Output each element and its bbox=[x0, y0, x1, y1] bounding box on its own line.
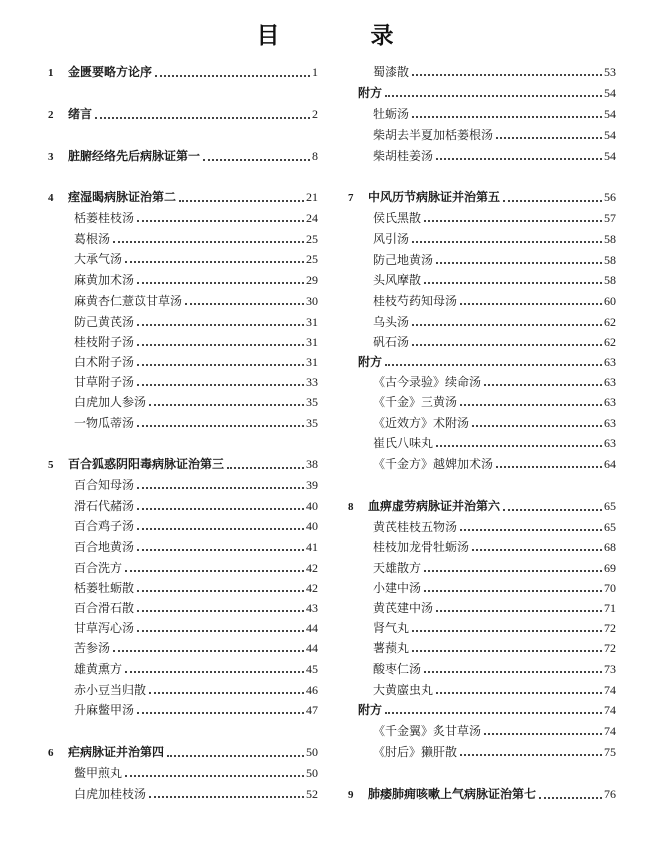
page-number: 63 bbox=[604, 355, 616, 369]
page-number: 60 bbox=[604, 294, 616, 308]
page-number: 56 bbox=[604, 190, 616, 204]
chapter-number: 7 bbox=[348, 192, 354, 204]
entry-title: 金匮要略方论序 bbox=[68, 65, 153, 79]
entry-title: 葛根汤 bbox=[74, 232, 111, 246]
leader-dots bbox=[137, 712, 304, 714]
leader-dots bbox=[137, 220, 304, 222]
page-number: 72 bbox=[604, 641, 616, 655]
toc-entry-item[interactable] bbox=[373, 106, 616, 122]
entry-title: 中风历节病脉证并治第五 bbox=[368, 190, 501, 204]
entry-title: 黄芪建中汤 bbox=[373, 601, 434, 615]
leader-dots bbox=[137, 487, 304, 489]
leader-dots bbox=[137, 344, 304, 346]
page-number: 72 bbox=[604, 621, 616, 635]
chapter-number: 3 bbox=[48, 151, 54, 163]
toc-entry-appendix[interactable] bbox=[358, 354, 616, 370]
entry-title: 侯氏黑散 bbox=[373, 211, 422, 225]
page-number: 54 bbox=[604, 107, 616, 121]
leader-dots bbox=[113, 241, 304, 243]
entry-title: 麻黄加术汤 bbox=[74, 273, 135, 287]
toc-entry-item[interactable] bbox=[74, 477, 318, 493]
page-number: 62 bbox=[604, 335, 616, 349]
toc-entry-chapter[interactable] bbox=[48, 744, 318, 761]
toc-entry-item[interactable] bbox=[373, 744, 616, 760]
leader-dots bbox=[385, 364, 602, 366]
leader-dots bbox=[137, 549, 304, 551]
page-number: 54 bbox=[604, 149, 616, 163]
entry-title: 苦参汤 bbox=[74, 641, 111, 655]
page-number: 45 bbox=[306, 662, 318, 676]
leader-dots bbox=[436, 445, 602, 447]
entry-title: 甘草附子汤 bbox=[74, 375, 135, 389]
leader-dots bbox=[227, 467, 304, 469]
toc-entry-item[interactable] bbox=[373, 334, 616, 350]
page-number: 42 bbox=[306, 561, 318, 575]
toc-entry-item[interactable] bbox=[373, 620, 616, 636]
leader-dots bbox=[137, 364, 304, 366]
page-number: 58 bbox=[604, 273, 616, 287]
entry-title: 崔氏八味丸 bbox=[373, 436, 434, 450]
entry-title: 《近效方》术附汤 bbox=[373, 416, 470, 430]
toc-entry-item[interactable] bbox=[74, 560, 318, 576]
page-number: 73 bbox=[604, 662, 616, 676]
toc-entry-item[interactable] bbox=[74, 251, 318, 267]
page-number: 62 bbox=[604, 315, 616, 329]
entry-title: 百合知母汤 bbox=[74, 478, 135, 492]
entry-title: 白虎加人参汤 bbox=[74, 395, 147, 409]
page-number: 2 bbox=[312, 107, 318, 121]
toc-entry-item[interactable] bbox=[373, 272, 616, 288]
page-number: 44 bbox=[306, 621, 318, 635]
leader-dots bbox=[412, 630, 602, 632]
toc-entry-item[interactable] bbox=[373, 682, 616, 698]
page-title: 目 录 bbox=[256, 23, 428, 49]
page-number: 74 bbox=[604, 703, 616, 717]
leader-dots bbox=[149, 796, 304, 798]
toc-entry-item[interactable] bbox=[74, 682, 318, 698]
entry-title: 矾石汤 bbox=[373, 335, 410, 349]
entry-title: 绪言 bbox=[68, 107, 93, 121]
page-number: 33 bbox=[306, 375, 318, 389]
leader-dots bbox=[95, 117, 310, 119]
entry-title: 牡蛎汤 bbox=[373, 107, 410, 121]
entry-title: 大承气汤 bbox=[74, 252, 123, 266]
page-number: 70 bbox=[604, 581, 616, 595]
entry-title: 《肘后》獭肝散 bbox=[373, 745, 458, 759]
leader-dots bbox=[412, 116, 602, 118]
entry-title: 附方 bbox=[358, 86, 383, 100]
leader-dots bbox=[149, 404, 304, 406]
toc-entry-item[interactable] bbox=[74, 415, 318, 431]
page-number: 57 bbox=[604, 211, 616, 225]
entry-title: 《千金》三黄汤 bbox=[373, 395, 458, 409]
toc-entry-item[interactable] bbox=[74, 231, 318, 247]
entry-title: 附方 bbox=[358, 703, 383, 717]
toc-entry-item[interactable] bbox=[74, 498, 318, 514]
toc-entry-item[interactable] bbox=[373, 519, 616, 535]
entry-title: 鳖甲煎丸 bbox=[74, 766, 123, 780]
entry-title: 风引汤 bbox=[373, 232, 410, 246]
toc-entry-item[interactable] bbox=[373, 231, 616, 247]
leader-dots bbox=[137, 508, 304, 510]
page-number: 8 bbox=[312, 149, 318, 163]
toc-entry-item[interactable] bbox=[74, 354, 318, 370]
toc-entry-item[interactable] bbox=[373, 456, 616, 472]
leader-dots bbox=[436, 262, 602, 264]
entry-title: 百合地黄汤 bbox=[74, 540, 135, 554]
page-number: 68 bbox=[604, 540, 616, 554]
page-number: 31 bbox=[306, 335, 318, 349]
page-number: 52 bbox=[306, 787, 318, 801]
leader-dots bbox=[125, 261, 304, 263]
leader-dots bbox=[424, 282, 602, 284]
leader-dots bbox=[125, 775, 304, 777]
entry-title: 酸枣仁汤 bbox=[373, 662, 422, 676]
page-number: 40 bbox=[306, 519, 318, 533]
toc-entry-item[interactable] bbox=[373, 394, 616, 410]
leader-dots bbox=[472, 425, 602, 427]
page-number: 54 bbox=[604, 86, 616, 100]
page-number: 63 bbox=[604, 436, 616, 450]
entry-title: 《千金翼》炙甘草汤 bbox=[373, 724, 482, 738]
toc-entry-item[interactable] bbox=[373, 539, 616, 555]
chapter-number: 8 bbox=[348, 501, 354, 513]
leader-dots bbox=[539, 797, 602, 799]
leader-dots bbox=[460, 754, 602, 756]
entry-title: 百合狐惑阴阳毒病脉证治第三 bbox=[68, 457, 225, 471]
leader-dots bbox=[424, 590, 602, 592]
leader-dots bbox=[155, 75, 310, 77]
leader-dots bbox=[113, 650, 304, 652]
leader-dots bbox=[472, 549, 602, 551]
leader-dots bbox=[412, 74, 602, 76]
page-number: 1 bbox=[312, 65, 318, 79]
leader-dots bbox=[137, 528, 304, 530]
page-number: 38 bbox=[306, 457, 318, 471]
entry-title: 小建中汤 bbox=[373, 581, 422, 595]
entry-title: 百合滑石散 bbox=[74, 601, 135, 615]
toc-entry-item[interactable] bbox=[74, 210, 318, 226]
page-number: 58 bbox=[604, 253, 616, 267]
entry-title: 头风摩散 bbox=[373, 273, 422, 287]
toc-entry-item[interactable] bbox=[74, 702, 318, 718]
toc-entry-chapter[interactable] bbox=[48, 456, 318, 473]
toc-entry-item[interactable] bbox=[373, 210, 616, 226]
leader-dots bbox=[424, 671, 602, 673]
leader-dots bbox=[484, 384, 602, 386]
toc-entry-item[interactable] bbox=[74, 539, 318, 555]
entry-title: 薯蓣丸 bbox=[373, 641, 410, 655]
entry-title: 百合鸡子汤 bbox=[74, 519, 135, 533]
toc-entry-item[interactable] bbox=[74, 314, 318, 330]
page-number: 35 bbox=[306, 395, 318, 409]
toc-entry-item[interactable] bbox=[74, 293, 318, 309]
entry-title: 附方 bbox=[358, 355, 383, 369]
leader-dots bbox=[436, 158, 602, 160]
leader-dots bbox=[503, 200, 602, 202]
entry-title: 升麻鳖甲汤 bbox=[74, 703, 135, 717]
toc-entry-item[interactable] bbox=[74, 394, 318, 410]
toc-entry-item[interactable] bbox=[373, 580, 616, 596]
toc-entry-item[interactable] bbox=[74, 640, 318, 656]
toc-entry-item[interactable] bbox=[373, 252, 616, 268]
entry-title: 痓湿暍病脉证治第二 bbox=[68, 190, 177, 204]
leader-dots bbox=[460, 303, 602, 305]
page-number: 64 bbox=[604, 457, 616, 471]
leader-dots bbox=[167, 755, 304, 757]
leader-dots bbox=[137, 590, 304, 592]
toc-entry-item[interactable] bbox=[74, 518, 318, 534]
page-number: 47 bbox=[306, 703, 318, 717]
leader-dots bbox=[125, 570, 304, 572]
toc-entry-item[interactable] bbox=[74, 580, 318, 596]
entry-title: 雄黄熏方 bbox=[74, 662, 123, 676]
page-number: 63 bbox=[604, 375, 616, 389]
toc-entry-item[interactable] bbox=[373, 293, 616, 309]
entry-title: 赤小豆当归散 bbox=[74, 683, 147, 697]
page-number: 40 bbox=[306, 499, 318, 513]
toc-entry-item[interactable] bbox=[373, 64, 616, 80]
leader-dots bbox=[460, 529, 602, 531]
entry-title: 柴胡去半夏加栝蒌根汤 bbox=[373, 128, 494, 142]
page-number: 25 bbox=[306, 252, 318, 266]
entry-title: 疟病脉证并治第四 bbox=[68, 745, 165, 759]
page-number: 54 bbox=[604, 128, 616, 142]
page-number: 25 bbox=[306, 232, 318, 246]
toc-entry-item[interactable] bbox=[74, 334, 318, 350]
page-number: 74 bbox=[604, 683, 616, 697]
page-number: 58 bbox=[604, 232, 616, 246]
toc-entry-chapter[interactable] bbox=[48, 106, 318, 123]
toc-entry-appendix[interactable] bbox=[358, 702, 616, 718]
leader-dots bbox=[412, 650, 602, 652]
toc-entry-item[interactable] bbox=[74, 272, 318, 288]
page-number: 65 bbox=[604, 520, 616, 534]
entry-title: 桂枝加龙骨牡蛎汤 bbox=[373, 540, 470, 554]
toc-entry-item[interactable] bbox=[373, 148, 616, 164]
toc-entry-item[interactable] bbox=[74, 765, 318, 781]
page-number: 50 bbox=[306, 766, 318, 780]
toc-entry-chapter[interactable] bbox=[48, 189, 318, 206]
entry-title: 白虎加桂枝汤 bbox=[74, 787, 147, 801]
chapter-number: 6 bbox=[48, 747, 54, 759]
entry-title: 天雄散方 bbox=[373, 561, 422, 575]
page-number: 46 bbox=[306, 683, 318, 697]
page-number: 30 bbox=[306, 294, 318, 308]
page-number: 43 bbox=[306, 601, 318, 615]
entry-title: 桂枝附子汤 bbox=[74, 335, 135, 349]
leader-dots bbox=[137, 425, 304, 427]
leader-dots bbox=[412, 241, 602, 243]
leader-dots bbox=[137, 282, 304, 284]
leader-dots bbox=[149, 692, 304, 694]
toc-entry-item[interactable] bbox=[74, 374, 318, 390]
toc-entry-item[interactable] bbox=[373, 435, 616, 451]
toc-entry-item[interactable] bbox=[373, 600, 616, 616]
leader-dots bbox=[412, 344, 602, 346]
toc-entry-chapter[interactable] bbox=[348, 786, 616, 803]
chapter-number: 4 bbox=[48, 192, 54, 204]
chapter-number: 5 bbox=[48, 459, 54, 471]
page-number: 69 bbox=[604, 561, 616, 575]
page-number: 29 bbox=[306, 273, 318, 287]
entry-title: 桂枝芍药知母汤 bbox=[373, 294, 458, 308]
entry-title: 血痹虚劳病脉证并治第六 bbox=[368, 499, 501, 513]
leader-dots bbox=[503, 509, 602, 511]
page-number: 65 bbox=[604, 499, 616, 513]
page-number: 71 bbox=[604, 601, 616, 615]
entry-title: 一物瓜蒂汤 bbox=[74, 416, 135, 430]
page-number: 53 bbox=[604, 65, 616, 79]
leader-dots bbox=[496, 466, 602, 468]
leader-dots bbox=[412, 324, 602, 326]
page-number: 50 bbox=[306, 745, 318, 759]
leader-dots bbox=[137, 384, 304, 386]
chapter-number: 9 bbox=[348, 789, 354, 801]
leader-dots bbox=[125, 671, 304, 673]
leader-dots bbox=[203, 159, 310, 161]
leader-dots bbox=[436, 692, 602, 694]
entry-title: 肺痿肺痈咳嗽上气病脉证治第七 bbox=[368, 787, 537, 801]
toc-entry-appendix[interactable] bbox=[358, 85, 616, 101]
entry-title: 防己地黄汤 bbox=[373, 253, 434, 267]
entry-title: 麻黄杏仁薏苡甘草汤 bbox=[74, 294, 183, 308]
toc-entry-item[interactable] bbox=[373, 314, 616, 330]
page-number: 44 bbox=[306, 641, 318, 655]
entry-title: 百合洗方 bbox=[74, 561, 123, 575]
page-number: 74 bbox=[604, 724, 616, 738]
leader-dots bbox=[185, 303, 304, 305]
entry-title: 白术附子汤 bbox=[74, 355, 135, 369]
entry-title: 肾气丸 bbox=[373, 621, 410, 635]
page-number: 35 bbox=[306, 416, 318, 430]
toc-entry-chapter[interactable] bbox=[48, 64, 318, 81]
chapter-number: 2 bbox=[48, 109, 54, 121]
page-number: 21 bbox=[306, 190, 318, 204]
entry-title: 大黄䗪虫丸 bbox=[373, 683, 434, 697]
toc-entry-item[interactable] bbox=[373, 640, 616, 656]
toc-entry-item[interactable] bbox=[74, 620, 318, 636]
page-number: 39 bbox=[306, 478, 318, 492]
leader-dots bbox=[424, 570, 602, 572]
toc-entry-item[interactable] bbox=[74, 600, 318, 616]
entry-title: 栝蒌牡蛎散 bbox=[74, 581, 135, 595]
page-number: 24 bbox=[306, 211, 318, 225]
leader-dots bbox=[137, 610, 304, 612]
leader-dots bbox=[460, 404, 602, 406]
leader-dots bbox=[137, 324, 304, 326]
page-number: 76 bbox=[604, 787, 616, 801]
entry-title: 甘草泻心汤 bbox=[74, 621, 135, 635]
toc-entry-chapter[interactable] bbox=[48, 148, 318, 165]
entry-title: 栝蒌桂枝汤 bbox=[74, 211, 135, 225]
page-number: 41 bbox=[306, 540, 318, 554]
toc-entry-item[interactable] bbox=[74, 786, 318, 802]
page-number: 63 bbox=[604, 395, 616, 409]
entry-title: 蜀漆散 bbox=[373, 65, 410, 79]
leader-dots bbox=[385, 95, 602, 97]
entry-title: 柴胡桂姜汤 bbox=[373, 149, 434, 163]
toc-entry-item[interactable] bbox=[373, 415, 616, 431]
leader-dots bbox=[137, 630, 304, 632]
page-number: 75 bbox=[604, 745, 616, 759]
leader-dots bbox=[496, 137, 602, 139]
toc-entry-item[interactable] bbox=[373, 560, 616, 576]
toc-entry-item[interactable] bbox=[373, 374, 616, 390]
page-number: 31 bbox=[306, 315, 318, 329]
toc-entry-item[interactable] bbox=[373, 127, 616, 143]
entry-title: 《古今录验》续命汤 bbox=[373, 375, 482, 389]
leader-dots bbox=[484, 733, 602, 735]
toc-entry-chapter[interactable] bbox=[348, 189, 616, 206]
leader-dots bbox=[424, 220, 602, 222]
toc-entry-chapter[interactable] bbox=[348, 498, 616, 515]
entry-title: 防己黄芪汤 bbox=[74, 315, 135, 329]
toc-entry-item[interactable] bbox=[74, 661, 318, 677]
page-number: 63 bbox=[604, 416, 616, 430]
entry-title: 乌头汤 bbox=[373, 315, 410, 329]
page-number: 42 bbox=[306, 581, 318, 595]
chapter-number: 1 bbox=[48, 67, 54, 79]
entry-title: 《千金方》越婢加术汤 bbox=[373, 457, 494, 471]
leader-dots bbox=[179, 200, 304, 202]
toc-entry-item[interactable] bbox=[373, 723, 616, 739]
toc-entry-item[interactable] bbox=[373, 661, 616, 677]
entry-title: 黄芪桂枝五物汤 bbox=[373, 520, 458, 534]
entry-title: 脏腑经络先后病脉证第一 bbox=[68, 149, 201, 163]
leader-dots bbox=[436, 610, 602, 612]
leader-dots bbox=[385, 712, 602, 714]
entry-title: 滑石代赭汤 bbox=[74, 499, 135, 513]
page-number: 31 bbox=[306, 355, 318, 369]
